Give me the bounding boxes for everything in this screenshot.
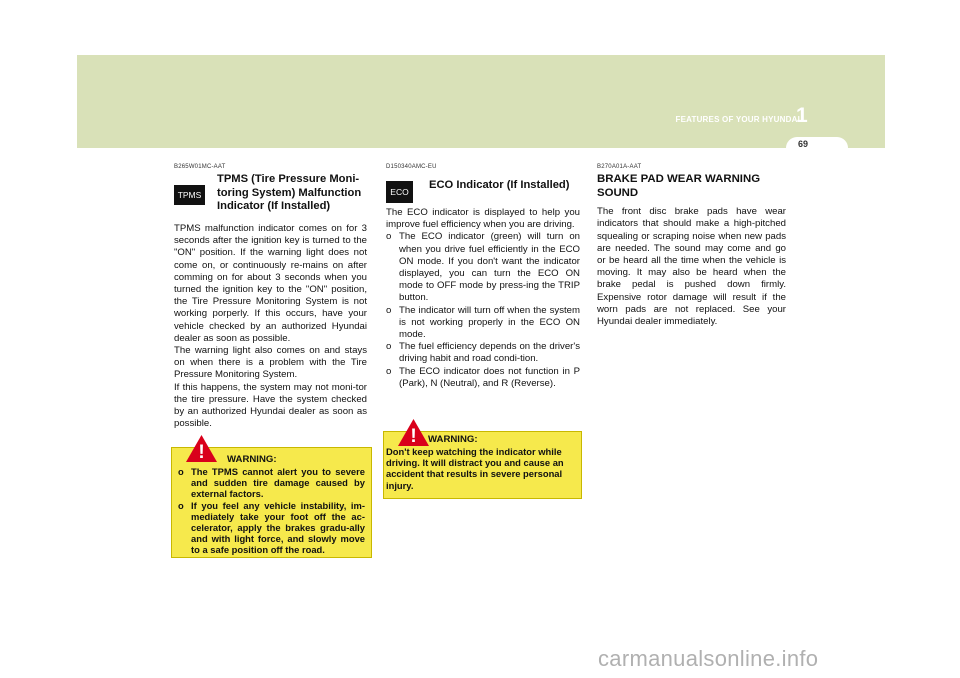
- bullet-mark: o: [386, 304, 392, 316]
- list-item: [386, 231, 580, 304]
- tpms-section: [174, 164, 367, 430]
- body-text: The front disc brake pads have wear indicators that should make a high-pitched squealing or scraping noise when new pads are needed. The sound may come and go or be heard all the time when the vehicle is moving. It may also be heard when the brake pedal is pushed down firmly. Expensive rotor damage will result if the worn pads are not replaced. See your Hyundai dealer immediately.: [597, 206, 786, 328]
- section-title-line: Indicator (If Installed): [217, 200, 331, 213]
- list-item: [386, 341, 580, 365]
- section-code: B270A01A-AAT: [597, 164, 642, 170]
- list-item-text: The indicator will turn off when the system is not working properly in the ECO ON mode.: [399, 304, 580, 341]
- section-heading: [386, 173, 580, 207]
- list-item: [386, 366, 580, 390]
- paragraph: The ECO indicator is displayed to help you improve fuel efficiency when you are driving.: [386, 207, 580, 231]
- chapter-number: 1: [796, 104, 808, 127]
- warning-list: [178, 466, 365, 556]
- section-heading: [174, 173, 367, 221]
- bullet-mark: o: [178, 499, 184, 511]
- list-item-text: The ECO indicator does not function in P (Park), N (Neutral), and R (Reverse).: [399, 365, 580, 389]
- svg-text:!: !: [410, 426, 417, 446]
- warning-item-text: If you feel any vehicle instability, im-mediately take your foot off the ac-celerator, apply the brakes gradu-ally and with light force, and slowly move to a safe position off the road.: [191, 499, 365, 556]
- paragraph: TPMS malfunction indicator comes on for 3 seconds after the ignition key is turned to the "ON" position. If the warning light does not come on, or continuously re-mains on after comming on for about 3 seconds when you turned the ignition key to the "ON" position, the Tire Pressure Monitoring System is not working porperly. If this occurs, have your vehicle checked by an authorized Hyundai dealer as soon as possible.: [174, 223, 367, 344]
- bullet-mark: o: [386, 231, 392, 243]
- tpms-indicator-icon: TPMS: [174, 185, 205, 205]
- warning-item: [178, 466, 365, 500]
- paragraph: If this happens, the system may not moni-tor the tire pressure. Have the system checked by an authorized Hyundai dealer as soon as possible.: [174, 381, 367, 430]
- header-band: [77, 55, 885, 148]
- warning-item-text: The TPMS cannot alert you to severe and sudden tire damage caused by external factors.: [191, 466, 365, 500]
- bullet-mark: o: [386, 341, 392, 353]
- bullet-mark: o: [386, 365, 392, 377]
- eco-warning-box: [383, 426, 582, 499]
- list-item-text: The ECO indicator (green) will turn on when you drive fuel efficiently in the ECO ON mode. If you don't want the indicator displayed, you can turn the ECO ON mode to OFF mode by press-ing the TRIP button.: [399, 231, 580, 304]
- section-title: BRAKE PAD WEAR WARNING SOUND: [597, 173, 761, 199]
- eco-section: [386, 164, 580, 390]
- brake-pad-section: [597, 164, 786, 328]
- list-item-text: The fuel efficiency depends on the driver's driving habit and road condi-tion.: [399, 341, 580, 365]
- tpms-warning-box: [171, 442, 372, 558]
- paragraph: The warning light also comes on and stays on when there is a problem with the Tire Pressure Monitoring System.: [174, 345, 367, 381]
- bullet-mark: o: [178, 466, 184, 477]
- page-number: 69: [797, 139, 808, 149]
- warning-triangle-icon: [186, 435, 217, 462]
- eco-bullet-list: [386, 231, 580, 390]
- chapter-title: FEATURES OF YOUR HYUNDAI: [675, 115, 800, 124]
- section-code: B265W01MC-AAT: [174, 164, 226, 170]
- section-title-line: TPMS (Tire Pressure Moni-: [217, 173, 360, 185]
- eco-indicator-icon: ECO: [386, 181, 413, 203]
- body-text: [174, 223, 367, 430]
- warning-text: Don't keep watching the indicator while driving. It will distract you and cause an accident that results in severe personal injury.: [386, 446, 564, 491]
- body-text: [386, 207, 580, 231]
- warning-label: WARNING:: [428, 434, 478, 445]
- section-title: ECO Indicator (If Installed): [429, 179, 570, 191]
- watermark: carmanualsonline.info: [598, 646, 819, 671]
- warning-triangle-icon: [398, 419, 429, 446]
- section-code: D150340AMC-EU: [386, 164, 437, 170]
- section-title-line: toring System) Malfunction: [217, 186, 362, 199]
- warning-label: WARNING:: [227, 454, 277, 465]
- list-item: [386, 305, 580, 342]
- warning-item: [178, 500, 365, 556]
- svg-text:!: !: [198, 442, 205, 462]
